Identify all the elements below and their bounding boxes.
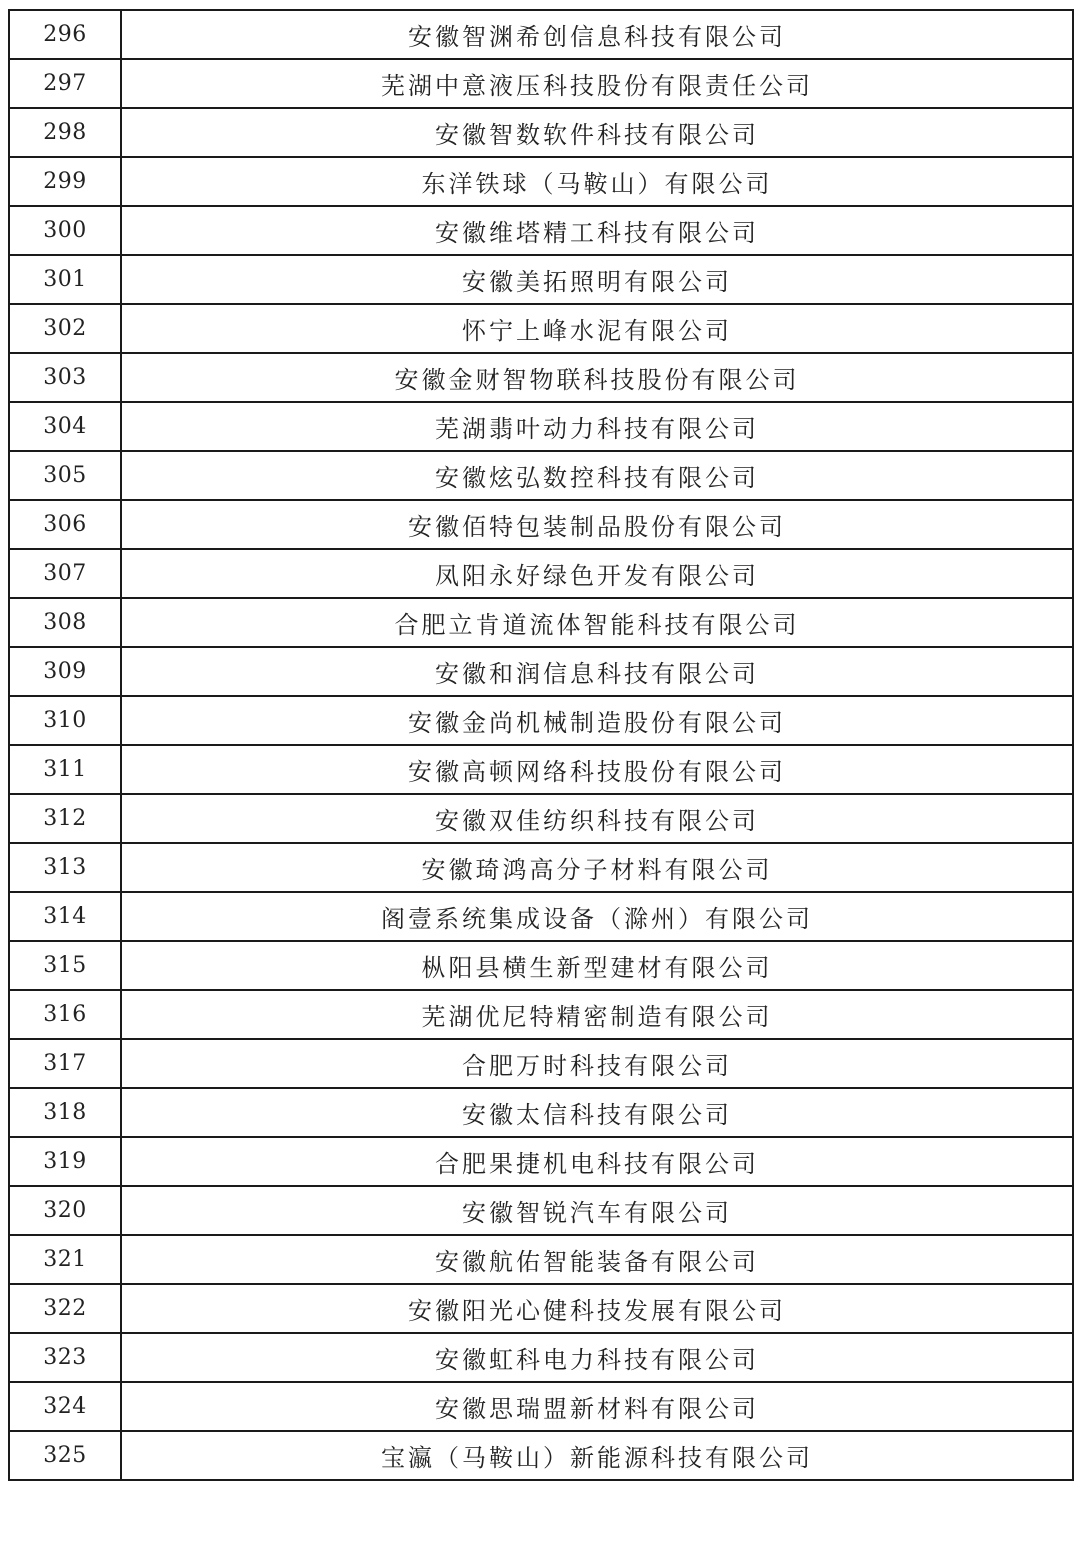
- table-row: [9, 1039, 1073, 1088]
- table-row: [9, 157, 1073, 206]
- row-number: 321: [9, 1235, 121, 1284]
- company-name: 怀宁上峰水泥有限公司: [121, 304, 1073, 353]
- row-number: 305: [9, 451, 121, 500]
- company-name: 合肥果捷机电科技有限公司: [121, 1137, 1073, 1186]
- row-number: 307: [9, 549, 121, 598]
- row-number: 311: [9, 745, 121, 794]
- company-name: 枞阳县横生新型建材有限公司: [121, 941, 1073, 990]
- company-name: 安徽阳光心健科技发展有限公司: [121, 1284, 1073, 1333]
- row-number: 325: [9, 1431, 121, 1480]
- table-row: [9, 598, 1073, 647]
- company-name: 芜湖中意液压科技股份有限责任公司: [121, 59, 1073, 108]
- row-number: 322: [9, 1284, 121, 1333]
- company-name: 芜湖翡叶动力科技有限公司: [121, 402, 1073, 451]
- table-row: [9, 402, 1073, 451]
- row-number: 310: [9, 696, 121, 745]
- table-row: [9, 745, 1073, 794]
- company-name: 安徽航佑智能装备有限公司: [121, 1235, 1073, 1284]
- table-row: [9, 1284, 1073, 1333]
- row-number: 304: [9, 402, 121, 451]
- table-row: [9, 941, 1073, 990]
- company-list-table: [8, 9, 1074, 1481]
- row-number: 308: [9, 598, 121, 647]
- company-name: 安徽高顿网络科技股份有限公司: [121, 745, 1073, 794]
- company-name: 芜湖优尼特精密制造有限公司: [121, 990, 1073, 1039]
- company-name: 合肥立肯道流体智能科技有限公司: [121, 598, 1073, 647]
- table-row: [9, 451, 1073, 500]
- row-number: 317: [9, 1039, 121, 1088]
- company-name: 安徽思瑞盟新材料有限公司: [121, 1382, 1073, 1431]
- row-number: 318: [9, 1088, 121, 1137]
- row-number: 303: [9, 353, 121, 402]
- table-row: [9, 255, 1073, 304]
- row-number: 315: [9, 941, 121, 990]
- row-number: 306: [9, 500, 121, 549]
- table-row: [9, 1382, 1073, 1431]
- row-number: 302: [9, 304, 121, 353]
- company-name: 安徽维塔精工科技有限公司: [121, 206, 1073, 255]
- company-name: 安徽智渊希创信息科技有限公司: [121, 10, 1073, 59]
- company-name: 安徽炫弘数控科技有限公司: [121, 451, 1073, 500]
- company-name: 凤阳永好绿色开发有限公司: [121, 549, 1073, 598]
- row-number: 300: [9, 206, 121, 255]
- table-row: [9, 549, 1073, 598]
- table-row: [9, 353, 1073, 402]
- row-number: 324: [9, 1382, 121, 1431]
- table-row: [9, 1137, 1073, 1186]
- table-row: [9, 304, 1073, 353]
- row-number: 299: [9, 157, 121, 206]
- row-number: 313: [9, 843, 121, 892]
- table-row: [9, 696, 1073, 745]
- company-name: 安徽琦鸿高分子材料有限公司: [121, 843, 1073, 892]
- table-row: [9, 892, 1073, 941]
- row-number: 320: [9, 1186, 121, 1235]
- row-number: 312: [9, 794, 121, 843]
- company-name: 安徽虹科电力科技有限公司: [121, 1333, 1073, 1382]
- row-number: 319: [9, 1137, 121, 1186]
- table-body: [9, 10, 1073, 1480]
- row-number: 301: [9, 255, 121, 304]
- table-row: [9, 1431, 1073, 1480]
- row-number: 309: [9, 647, 121, 696]
- company-name: 阁壹系统集成设备（滁州）有限公司: [121, 892, 1073, 941]
- company-name: 东洋铁球（马鞍山）有限公司: [121, 157, 1073, 206]
- row-number: 296: [9, 10, 121, 59]
- table-row: [9, 1235, 1073, 1284]
- table-row: [9, 1333, 1073, 1382]
- row-number: 314: [9, 892, 121, 941]
- company-name: 安徽双佳纺织科技有限公司: [121, 794, 1073, 843]
- company-name: 安徽智锐汽车有限公司: [121, 1186, 1073, 1235]
- company-name: 安徽智数软件科技有限公司: [121, 108, 1073, 157]
- company-name: 安徽金尚机械制造股份有限公司: [121, 696, 1073, 745]
- row-number: 316: [9, 990, 121, 1039]
- company-name: 安徽美拓照明有限公司: [121, 255, 1073, 304]
- table-row: [9, 1186, 1073, 1235]
- table-row: [9, 500, 1073, 549]
- company-name: 安徽和润信息科技有限公司: [121, 647, 1073, 696]
- company-name: 宝瀛（马鞍山）新能源科技有限公司: [121, 1431, 1073, 1480]
- table-row: [9, 647, 1073, 696]
- row-number: 323: [9, 1333, 121, 1382]
- table-row: [9, 1088, 1073, 1137]
- company-name: 合肥万时科技有限公司: [121, 1039, 1073, 1088]
- table-row: [9, 843, 1073, 892]
- company-name: 安徽佰特包装制品股份有限公司: [121, 500, 1073, 549]
- table-row: [9, 10, 1073, 59]
- table-row: [9, 59, 1073, 108]
- table-row: [9, 794, 1073, 843]
- table-row: [9, 206, 1073, 255]
- row-number: 297: [9, 59, 121, 108]
- company-name: 安徽太信科技有限公司: [121, 1088, 1073, 1137]
- table-row: [9, 990, 1073, 1039]
- row-number: 298: [9, 108, 121, 157]
- company-name: 安徽金财智物联科技股份有限公司: [121, 353, 1073, 402]
- table-row: [9, 108, 1073, 157]
